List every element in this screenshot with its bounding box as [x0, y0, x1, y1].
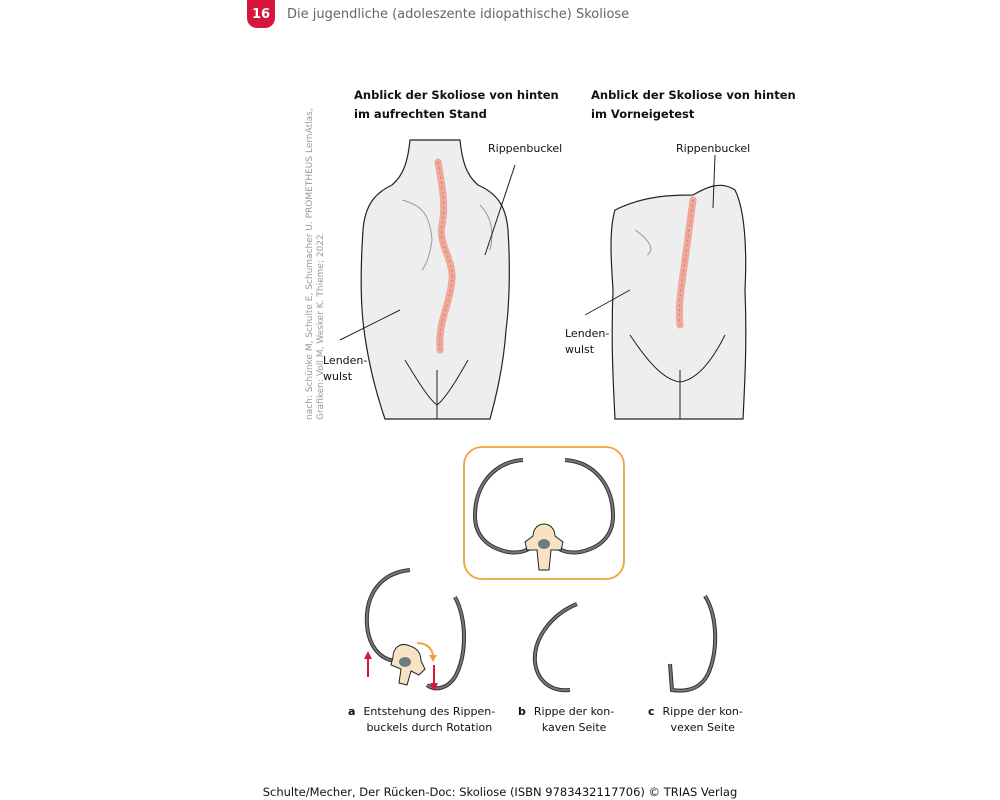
- right-title-line1: Anblick der Skoliose von hinten: [591, 88, 796, 102]
- caption-a-letter: a: [348, 705, 356, 718]
- caption-c-line1: Rippe der kon-: [662, 705, 743, 718]
- caption-c-letter: c: [648, 705, 655, 718]
- convex-rib-diagram-c: [660, 592, 720, 697]
- left-lumbar-line1: Lenden-: [323, 354, 368, 367]
- right-label-lendenwulst: [565, 326, 609, 358]
- right-lumbar-line2: wulst: [565, 343, 595, 356]
- caption-b: [518, 704, 614, 736]
- right-label-rippenbuckel: Rippenbuckel: [676, 142, 751, 155]
- footer-citation: Schulte/Mecher, Der Rücken-Doc: Skoliose (ISBN 9783432117706) © TRIAS Verlag: [262, 785, 738, 799]
- left-title-line2: im aufrechten Stand: [354, 107, 487, 121]
- page-number-badge: 16: [247, 0, 275, 28]
- caption-b-line1: Rippe der kon-: [533, 705, 615, 718]
- left-label-lendenwulst: [323, 353, 367, 385]
- left-title-line1: Anblick der Skoliose von hinten: [354, 88, 559, 102]
- left-lumbar-line2: wulst: [323, 370, 353, 383]
- left-figure-title: [354, 86, 559, 124]
- rib-cage-cross-section: [463, 446, 625, 580]
- caption-b-letter: b: [518, 705, 526, 718]
- running-title: Die jugendliche (adoleszente idiopathische) Skoliose: [287, 7, 630, 22]
- concave-rib-diagram-b: [525, 600, 585, 695]
- left-label-rippenbuckel: Rippenbuckel: [488, 142, 563, 155]
- credit-line1: nach: Schünke M, Schulte E, Schumacher U. PROMETHEUS LernAtlas,: [305, 108, 315, 420]
- upright-torso: [361, 140, 509, 419]
- credit-line2: Grafiken: Voll M, Wesker K. Thieme; 2022: [316, 234, 326, 420]
- caption-a-line2: buckels durch Rotation: [366, 721, 493, 734]
- caption-b-line2: kaven Seite: [541, 721, 607, 734]
- caption-c-line2: vexen Seite: [670, 721, 735, 734]
- right-title-line2: im Vorneigetest: [591, 107, 695, 121]
- caption-a: [348, 704, 495, 736]
- rotation-diagram-a: [355, 565, 475, 700]
- caption-a-line1: Entstehung des Rippen-: [363, 705, 496, 718]
- right-figure-title: [591, 86, 796, 124]
- caption-c: [648, 704, 743, 736]
- right-lumbar-line1: Lenden-: [565, 327, 610, 340]
- back-forward-bend-illustration: [575, 150, 775, 420]
